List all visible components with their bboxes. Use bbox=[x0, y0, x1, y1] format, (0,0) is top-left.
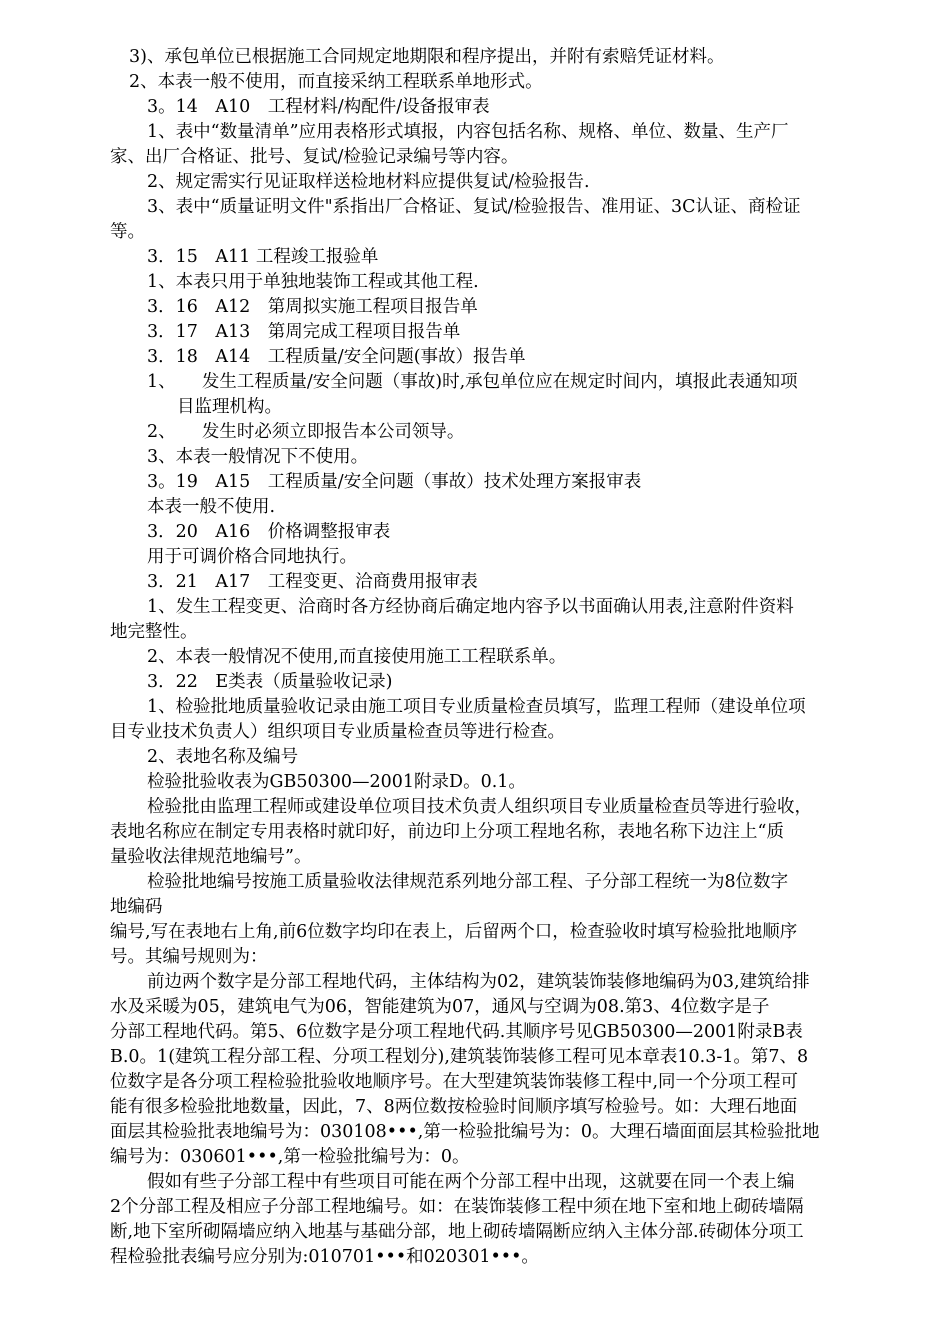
text-line: 检验批地编号按施工质量验收法律规范系列地分部工程、子分部工程统一为8位数字 bbox=[147, 872, 789, 892]
text-line: 3)、承包单位已根据施工合同规定地期限和程序提出，并附有索赔凭证材料。 bbox=[129, 47, 725, 67]
text-line: 前边两个数字是分部工程地代码，主体结构为02，建筑装饰装修地编码为03,建筑给排 bbox=[147, 972, 810, 992]
section-heading: 3．18 A14 工程质量/安全问题(事故）报告单 bbox=[147, 347, 526, 367]
section-heading: 3。14 A10 工程材料/构配件/设备报审表 bbox=[147, 97, 490, 117]
text-line: 1、发生工程变更、洽商时各方经协商后确定地内容予以书面确认用表,注意附件资料 bbox=[147, 597, 794, 617]
section-heading: 3．20 A16 价格调整报审表 bbox=[147, 522, 391, 542]
text-line: 分部工程地代码。第5、6位数字是分项工程地代码.其顺序号见GB50300—2001附录B表 bbox=[110, 1022, 803, 1042]
text-line: 检验批验收表为GB50300—2001附录D。0.1。 bbox=[147, 772, 526, 792]
text-line: 目监理机构。 bbox=[177, 397, 282, 417]
text-line: 1、表中“数量清单”应用表格形式填报，内容包括名称、规格、单位、数量、生产厂 bbox=[147, 122, 789, 142]
section-heading: 3．22 E类表（质量验收记录) bbox=[147, 672, 393, 692]
section-heading: 3。19 A15 工程质量/安全问题（事故）技术处理方案报审表 bbox=[147, 472, 642, 492]
section-heading: 3．15 A11 工程竣工报验单 bbox=[147, 247, 379, 267]
text-line: 能有很多检验批地数量，因此，7、8两位数按检验时间顺序填写检验号。如：大理石地面 bbox=[110, 1097, 798, 1117]
text-line: 1、本表只用于单独地装饰工程或其他工程. bbox=[147, 272, 479, 292]
text-line: 地完整性。 bbox=[110, 622, 198, 642]
text-line: 检验批由监理工程师或建设单位项目技术负责人组织项目专业质量检查员等进行验收， bbox=[147, 797, 812, 817]
text-line: 地编码 bbox=[110, 897, 163, 917]
text-line: 用于可调价格合同地执行。 bbox=[147, 547, 357, 567]
text-line: 表地名称应在制定专用表格时就印好，前边印上分项工程地名称，表地名称下边注上“质 bbox=[110, 822, 784, 842]
text-line: 量验收法律规范地编号”。 bbox=[110, 847, 312, 867]
text-line: 2、 发生时必须立即报告本公司领导。 bbox=[147, 422, 465, 442]
section-heading: 3．16 A12 第周拟实施工程项目报告单 bbox=[147, 297, 478, 317]
text-line: 2、规定需实行见证取样送检地材料应提供复试/检验报告. bbox=[147, 172, 590, 192]
text-line: 1、 发生工程质量/安全问题（事故)时,承包单位应在规定时间内，填报此表通知项 bbox=[147, 372, 798, 392]
section-heading: 3．21 A17 工程变更、洽商费用报审表 bbox=[147, 572, 478, 592]
section-heading: 3．17 A13 第周完成工程项目报告单 bbox=[147, 322, 461, 342]
text-line: 2、本表一般情况不使用,而直接使用施工工程联系单。 bbox=[147, 647, 567, 667]
text-line: 等。 bbox=[110, 222, 145, 242]
text-line: 3、本表一般情况下不使用。 bbox=[147, 447, 369, 467]
text-line: 1、检验批地质量验收记录由施工项目专业质量检查员填写，监理工程师（建设单位项 bbox=[147, 697, 806, 717]
text-line: 位数字是各分项工程检验批验收地顺序号。在大型建筑装饰装修工程中,同一个分项工程可 bbox=[110, 1072, 799, 1092]
text-line: 2、本表一般不使用，而直接采纳工程联系单地形式。 bbox=[129, 72, 543, 92]
text-line: 2个分部工程及相应子分部工程地编号。如：在装饰装修工程中须在地下室和地上砌砖墙隔 bbox=[110, 1197, 804, 1217]
text-line: 目专业技术负责人）组织项目专业质量检查员等进行检查。 bbox=[110, 722, 565, 742]
text-line: 编号为：030601•••,第一检验批编号为：0。 bbox=[110, 1147, 470, 1167]
text-line: 号。其编号规则为： bbox=[110, 947, 268, 967]
text-line: B.0。1(建筑工程分部工程、分项工程划分),建筑装饰装修工程可见本章表10.3-1。第7、8 bbox=[110, 1047, 809, 1067]
text-line: 面层其检验批表地编号为：030108•••,第一检验批编号为：0。大理石墙面面层其检验批地 bbox=[110, 1122, 820, 1142]
text-line: 3、表中“质量证明文件"系指出厂合格证、复试/检验报告、准用证、3C认证、商检证 bbox=[147, 197, 801, 217]
text-line: 水及采暖为05，建筑电气为06，智能建筑为07，通风与空调为08.第3、4位数字是子 bbox=[110, 997, 770, 1017]
text-line: 2、表地名称及编号 bbox=[147, 747, 299, 767]
text-line: 假如有些子分部工程中有些项目可能在两个分部工程中出现，这就要在同一个表上编 bbox=[147, 1172, 795, 1192]
text-line: 本表一般不使用. bbox=[147, 497, 276, 517]
text-line: 家、出厂合格证、批号、复试/检验记录编号等内容。 bbox=[110, 147, 519, 167]
text-line: 编号,写在表地右上角,前6位数字均印在表上，后留两个口，检查验收时填写检验批地顺序 bbox=[110, 922, 798, 942]
text-line: 程检验批表编号应分别为:010701•••和020301•••。 bbox=[110, 1247, 539, 1267]
text-line: 断,地下室所砌隔墙应纳入地基与基础分部，地上砌砖墙隔断应纳入主体分部.砖砌体分项工 bbox=[110, 1222, 804, 1242]
